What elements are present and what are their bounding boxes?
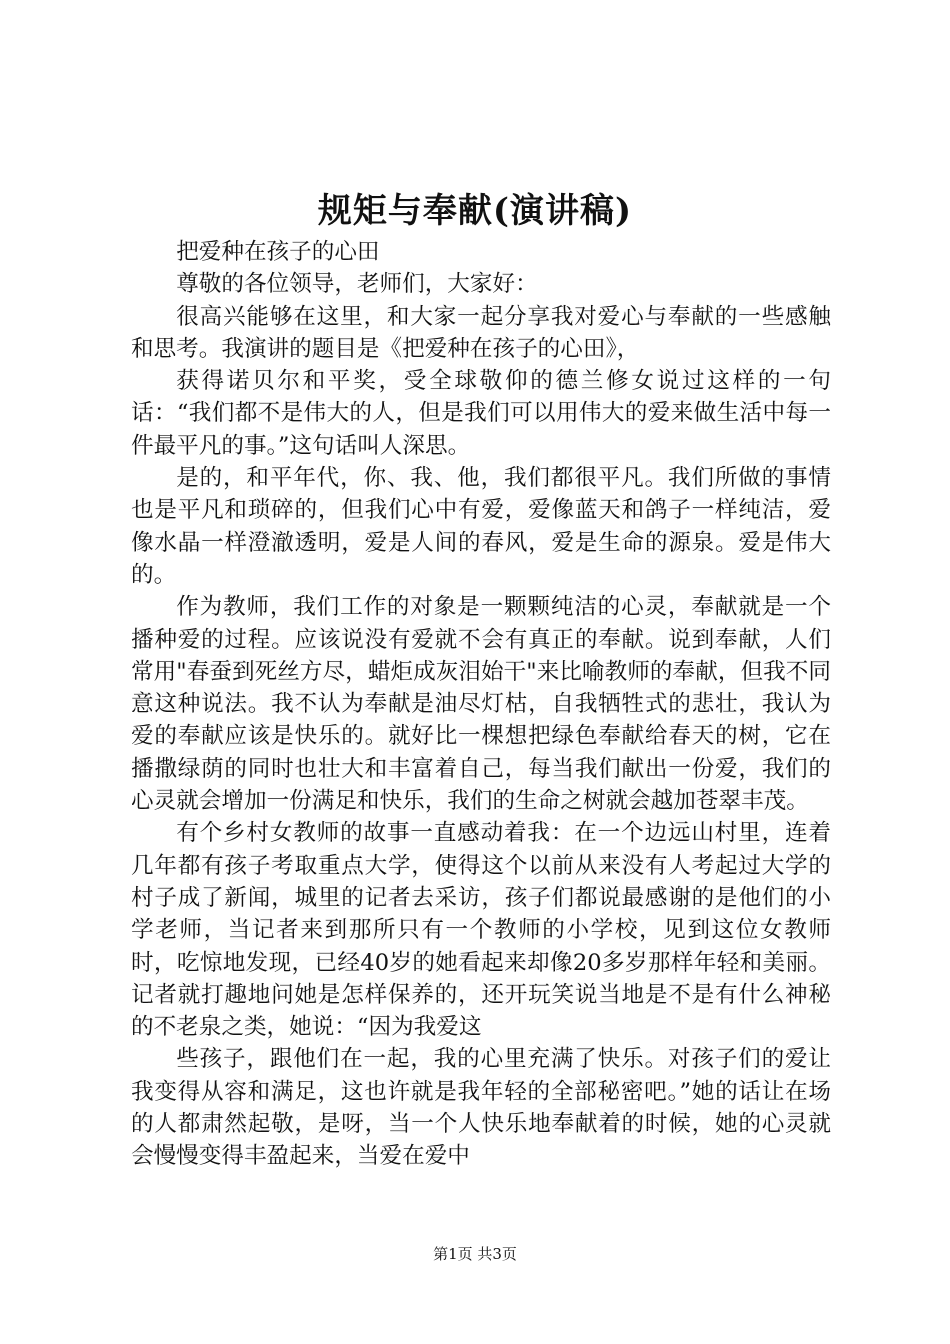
document-title: 规矩与奉献(演讲稿) <box>317 191 633 231</box>
paragraph-ordinary: 是的，和平年代，你、我、他，我们都很平凡。我们所做的事情也是平凡和琐碎的，但我们心中有爱，爱像蓝天和鸽子一样纯洁，爱像水晶一样澄澈透明，爱是人间的春风，爱是生命的源泉。爱是伟大的。 <box>131 465 831 588</box>
document-body <box>131 236 831 1173</box>
paragraph-story: 有个乡村女教师的故事一直感动着我：在一个边远山村里，连着几年都有孩子考取重点大学，使得这个以前从来没有人考起过大学的村子成了新闻，城里的记者去采访，孩子们都说最感谢的是他们的小学老师，当记者来到那所只有一个教师的小学校，见到这位女教师时，吃惊地发现，已经40岁的她看起来却像20多岁那样年轻和美丽。记者就打趣地问她是怎样保养的，还开玩笑说当地是不是有什么神秘的不老泉之类，她说：“因为我爱这 <box>131 820 831 1041</box>
paragraph-teacher: 作为教师，我们工作的对象是一颗颗纯洁的心灵，奉献就是一个播种爱的过程。应该说没有爱就不会有真正的奉献。说到奉献，人们常用"春蚕到死丝方尽，蜡炬成灰泪始干"来比喻教师的奉献，但我不同意这种说法。我不认为奉献是油尽灯枯，自我牺牲式的悲壮，我认为爱的奉献应该是快乐的。就好比一棵想把绿色奉献给春天的树，它在播撒绿荫的同时也壮大和丰富着自己，每当我们献出一份爱，我们的心灵就会增加一份满足和快乐，我们的生命之树就会越加苍翠丰茂。 <box>131 594 831 815</box>
paragraph-greeting: 尊敬的各位领导，老师们，大家好： <box>176 271 538 298</box>
paragraph-intro: 很高兴能够在这里，和大家一起分享我对爱心与奉献的一些感触和思考。我演讲的题目是《把爱种在孩子的心田》， <box>131 303 831 362</box>
page-footer: 第1页 共3页 <box>433 1245 517 1263</box>
paragraph-story-continued: 些孩子，跟他们在一起，我的心里充满了快乐。对孩子们的爱让我变得从容和满足，这也许就是我年轻的全部秘密吧。”她的话让在场的人都肃然起敬，是呀，当一个人快乐地奉献着的时候，她的心灵就会慢慢变得丰盈起来，当爱在爱中 <box>131 1046 831 1170</box>
paragraph-subtitle: 把爱种在孩子的心田 <box>176 239 380 265</box>
paragraph-quote: 获得诺贝尔和平奖，受全球敬仰的德兰修女说过这样的一句话：“我们都不是伟大的人，但是我们可以用伟大的爱来做生活中每一件最平凡的事。”这句话叫人深思。 <box>131 368 831 459</box>
